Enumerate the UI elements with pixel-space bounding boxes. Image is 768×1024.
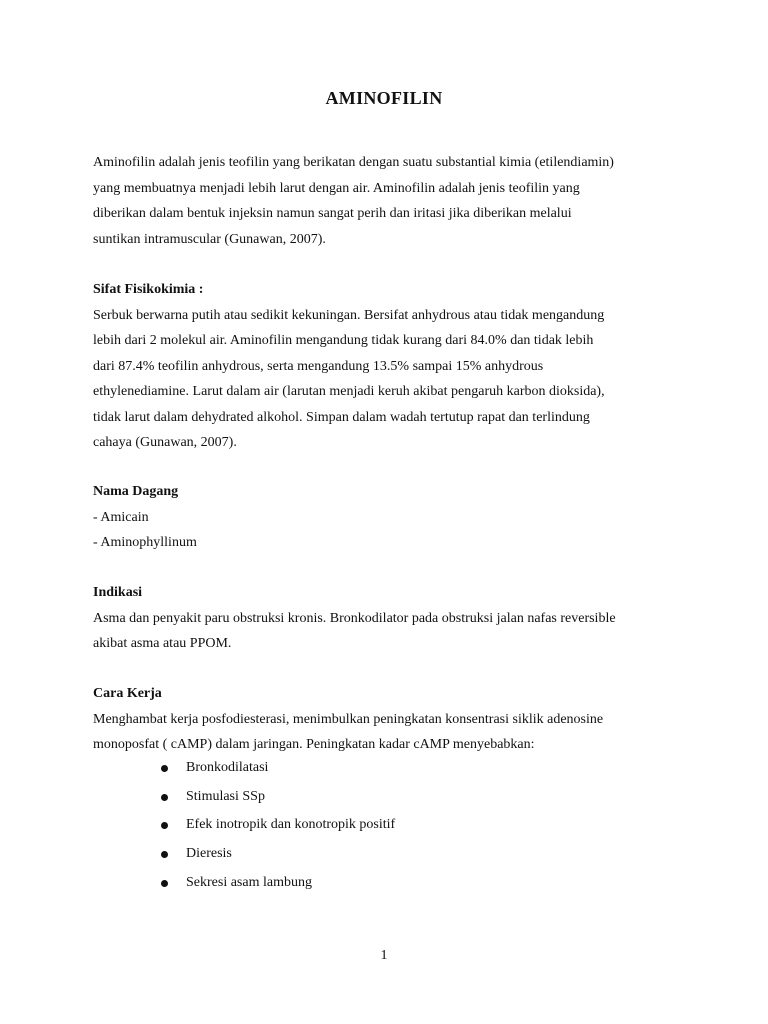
bullet-text: Bronkodilatasi [186,760,269,775]
bullet-item [161,757,661,786]
bullet-icon [161,851,168,858]
cara-kerja-heading: Cara Kerja [93,686,162,701]
bullet-text: Efek inotropik dan konotropik positif [186,817,396,833]
document-title: AMINOFILIN [325,88,443,108]
cara-kerja-line: monoposfat ( cAMP) dalam jaringan. Peningkatan kadar cAMP menyebabkan: [93,737,535,752]
intro-line: Aminofilin adalah jenis teofilin yang berikatan dengan suatu substantial kimia (etilendiamin) [93,155,614,170]
bullet-item [161,814,661,843]
bullet-icon [161,765,168,772]
bullet-text: Stimulasi SSp [186,788,265,804]
bullet-icon [161,822,168,829]
nama-dagang-section [93,479,683,556]
intro-line: diberikan dalam bentuk injeksin namun sangat perih dan iritasi jika diberikan melalui [93,206,572,221]
sifat-line: cahaya (Gunawan, 2007). [93,435,237,450]
sifat-line: Serbuk berwarna putih atau sedikit kekuningan. Bersifat anhydrous atau tidak mengandung [93,307,605,323]
intro-paragraph [93,150,683,252]
sifat-section [93,277,683,456]
bullet-text: Dieresis [186,846,232,862]
cara-kerja-bullet-list [161,757,661,900]
sifat-line: tidak larut dalam dehydrated alkohol. Simpan dalam wadah tertutup rapat dan terlindung [93,409,590,425]
bullet-item [161,786,661,815]
bullet-item [161,872,661,901]
bullet-icon [161,880,168,887]
nama-dagang-heading: Nama Dagang [93,484,179,499]
sifat-line: dari 87.4% teofilin anhydrous, serta mengandung 13.5% sampai 15% anhydrous [93,358,544,374]
page-number: 1 [380,948,388,963]
cara-kerja-line: Menghambat kerja posfodiesterasi, menimbulkan peningkatan konsentrasi siklik adenosine [93,711,604,727]
sifat-line: lebih dari 2 molekul air. Aminofilin mengandung tidak kurang dari 84.0% dan tidak lebih [93,333,594,348]
indikasi-heading: Indikasi [93,585,143,600]
intro-line: yang membuatnya menjadi lebih larut dengan air. Aminofilin adalah jenis teofilin yang [93,180,580,196]
sifat-line: ethylenediamine. Larut dalam air (larutan menjadi keruh akibat pengaruh karbon dioksida), [93,384,605,399]
bullet-text: Sekresi asam lambung [186,874,312,890]
nama-dagang-item: - Amicain [93,509,149,525]
nama-dagang-item: - Aminophyllinum [93,535,197,550]
bullet-item [161,843,661,872]
sifat-heading: Sifat Fisikokimia : [93,282,204,297]
cara-kerja-section [93,681,683,758]
bullet-icon [161,794,168,801]
indikasi-section [93,580,683,657]
intro-line: suntikan intramuscular (Gunawan, 2007). [93,231,326,247]
indikasi-line: akibat asma atau PPOM. [93,636,232,651]
indikasi-line: Asma dan penyakit paru obstruksi kronis. Bronkodilator pada obstruksi jalan nafas reversible [93,610,616,626]
